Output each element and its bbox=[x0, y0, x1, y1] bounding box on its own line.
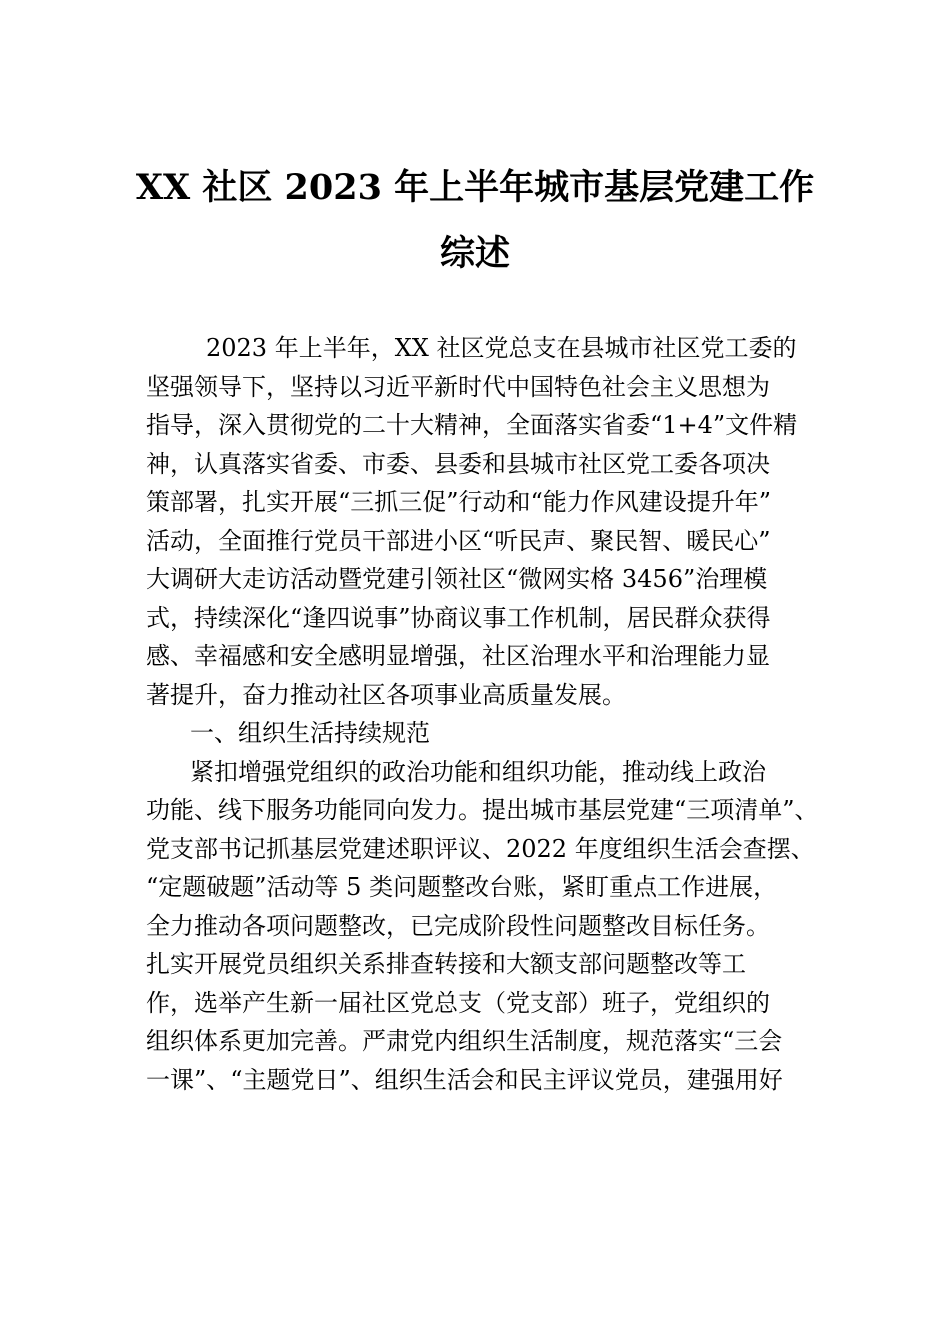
paragraph-1-line: 著提升，奋力推动社区各项事业高质量发展。 bbox=[146, 680, 626, 709]
paragraph-1-line: 式，持续深化“逢四说事”协商议事工作机制，居民群众获得 bbox=[146, 603, 771, 632]
document-body bbox=[146, 329, 836, 1099]
paragraph-1-line: 活动，全面推行党员干部进小区“听民声、聚民智、暖民心” bbox=[146, 526, 771, 555]
paragraph-1-line: 2023 年上半年，XX 社区党总支在县城市社区党工委的 bbox=[206, 334, 797, 362]
paragraph-2-line: 一课”、“主题党日”、组织生活会和民主评议党员，建强用好 bbox=[146, 1065, 783, 1094]
paragraph-2-line: 组织体系更加完善。严肃党内组织生活制度，规范落实“三会 bbox=[146, 1027, 783, 1055]
paragraph-1-line: 坚强领导下，坚持以习近平新时代中国特色社会主义思想为 bbox=[146, 372, 770, 401]
paragraph-1-line: 指导，深入贯彻党的二十大精神，全面落实省委“1+4”文件精 bbox=[146, 411, 798, 439]
document-title-line-2: 综述 bbox=[439, 233, 510, 274]
paragraph-2-line: 扎实开展党员组织关系排查转接和大额支部问题整改等工 bbox=[146, 950, 746, 978]
section-heading: 一、组织生活持续规范 bbox=[190, 719, 430, 747]
paragraph-1-line: 感、幸福感和安全感明显增强，社区治理水平和治理能力显 bbox=[146, 642, 770, 670]
paragraph-2-line: “定题破题”活动等 5 类问题整改台账，紧盯重点工作进展， bbox=[146, 873, 778, 901]
paragraph-2-line: 作，选举产生新一届社区党总支（党支部）班子，党组织的 bbox=[146, 988, 770, 1017]
paragraph-2-line: 党支部书记抓基层党建述职评议、2022 年度组织生活会查摆、 bbox=[146, 834, 815, 863]
paragraph-1-line: 大调研大走访活动暨党建引领社区“微网实格 3456”治理模 bbox=[146, 565, 768, 593]
paragraph-2-line: 功能、线下服务功能同向发力。提出城市基层党建“三项清单”、 bbox=[146, 796, 819, 824]
paragraph-1-line: 策部署，扎实开展“三抓三促”行动和“能力作风建设提升年” bbox=[146, 488, 772, 516]
paragraph-2-line: 全力推动各项问题整改，已完成阶段性问题整改目标任务。 bbox=[146, 911, 770, 940]
paragraph-2-line: 紧扣增强党组织的政治功能和组织功能，推动线上政治 bbox=[190, 757, 766, 786]
paragraph-1-line: 神，认真落实省委、市委、县委和县城市社区党工委各项决 bbox=[146, 449, 770, 478]
document-title-line-1: XX 社区 2023 年上半年城市基层党建工作 bbox=[135, 167, 815, 208]
